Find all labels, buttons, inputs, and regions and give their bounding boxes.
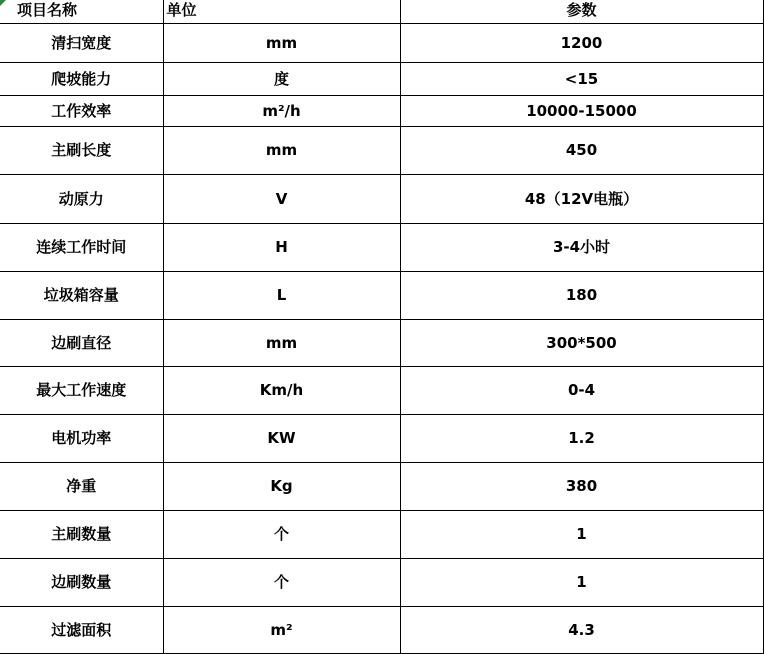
row-value: 3-4小时 bbox=[400, 223, 763, 271]
table-row bbox=[0, 126, 763, 174]
row-name: 主刷数量 bbox=[0, 510, 163, 558]
row-unit: m² bbox=[163, 606, 400, 653]
table-row bbox=[0, 95, 763, 126]
row-unit: 度 bbox=[163, 62, 400, 95]
row-value: 300*500 bbox=[400, 319, 763, 366]
row-name: 电机功率 bbox=[0, 414, 163, 462]
row-value: 1.2 bbox=[400, 414, 763, 462]
row-value: 4.3 bbox=[400, 606, 763, 653]
table-row bbox=[0, 606, 763, 653]
row-name: 垃圾箱容量 bbox=[0, 271, 163, 319]
row-value: <15 bbox=[400, 62, 763, 95]
row-value: 1 bbox=[400, 510, 763, 558]
table-row bbox=[0, 271, 763, 319]
row-unit: 个 bbox=[163, 558, 400, 606]
header-unit: 单位 bbox=[163, 0, 400, 23]
table-row bbox=[0, 62, 763, 95]
table-row bbox=[0, 510, 763, 558]
table-header-row bbox=[0, 0, 763, 23]
table-row bbox=[0, 223, 763, 271]
row-name: 动原力 bbox=[0, 174, 163, 223]
row-name: 工作效率 bbox=[0, 95, 163, 126]
row-value: 48（12V电瓶） bbox=[400, 174, 763, 223]
row-name: 连续工作时间 bbox=[0, 223, 163, 271]
row-unit: 个 bbox=[163, 510, 400, 558]
row-unit: KW bbox=[163, 414, 400, 462]
row-unit: V bbox=[163, 174, 400, 223]
row-name: 边刷数量 bbox=[0, 558, 163, 606]
table-row bbox=[0, 366, 763, 414]
row-unit: Kg bbox=[163, 462, 400, 510]
row-unit: Km/h bbox=[163, 366, 400, 414]
table-row bbox=[0, 462, 763, 510]
row-unit: L bbox=[163, 271, 400, 319]
row-value: 380 bbox=[400, 462, 763, 510]
row-name: 最大工作速度 bbox=[0, 366, 163, 414]
row-unit: m²/h bbox=[163, 95, 400, 126]
row-name: 过滤面积 bbox=[0, 606, 163, 653]
header-name: 项目名称 bbox=[0, 0, 163, 23]
table-row bbox=[0, 23, 763, 62]
table-row bbox=[0, 558, 763, 606]
table-row bbox=[0, 174, 763, 223]
row-value: 180 bbox=[400, 271, 763, 319]
row-unit: mm bbox=[163, 126, 400, 174]
header-value: 参数 bbox=[400, 0, 763, 23]
row-value: 1200 bbox=[400, 23, 763, 62]
row-value: 1 bbox=[400, 558, 763, 606]
row-name: 爬坡能力 bbox=[0, 62, 163, 95]
row-unit: H bbox=[163, 223, 400, 271]
row-unit: mm bbox=[163, 23, 400, 62]
table-row bbox=[0, 414, 763, 462]
row-name: 主刷长度 bbox=[0, 126, 163, 174]
row-value: 0-4 bbox=[400, 366, 763, 414]
row-name: 净重 bbox=[0, 462, 163, 510]
table-row bbox=[0, 319, 763, 366]
row-value: 450 bbox=[400, 126, 763, 174]
row-unit: mm bbox=[163, 319, 400, 366]
row-value: 10000-15000 bbox=[400, 95, 763, 126]
row-name: 边刷直径 bbox=[0, 319, 163, 366]
row-name: 清扫宽度 bbox=[0, 23, 163, 62]
